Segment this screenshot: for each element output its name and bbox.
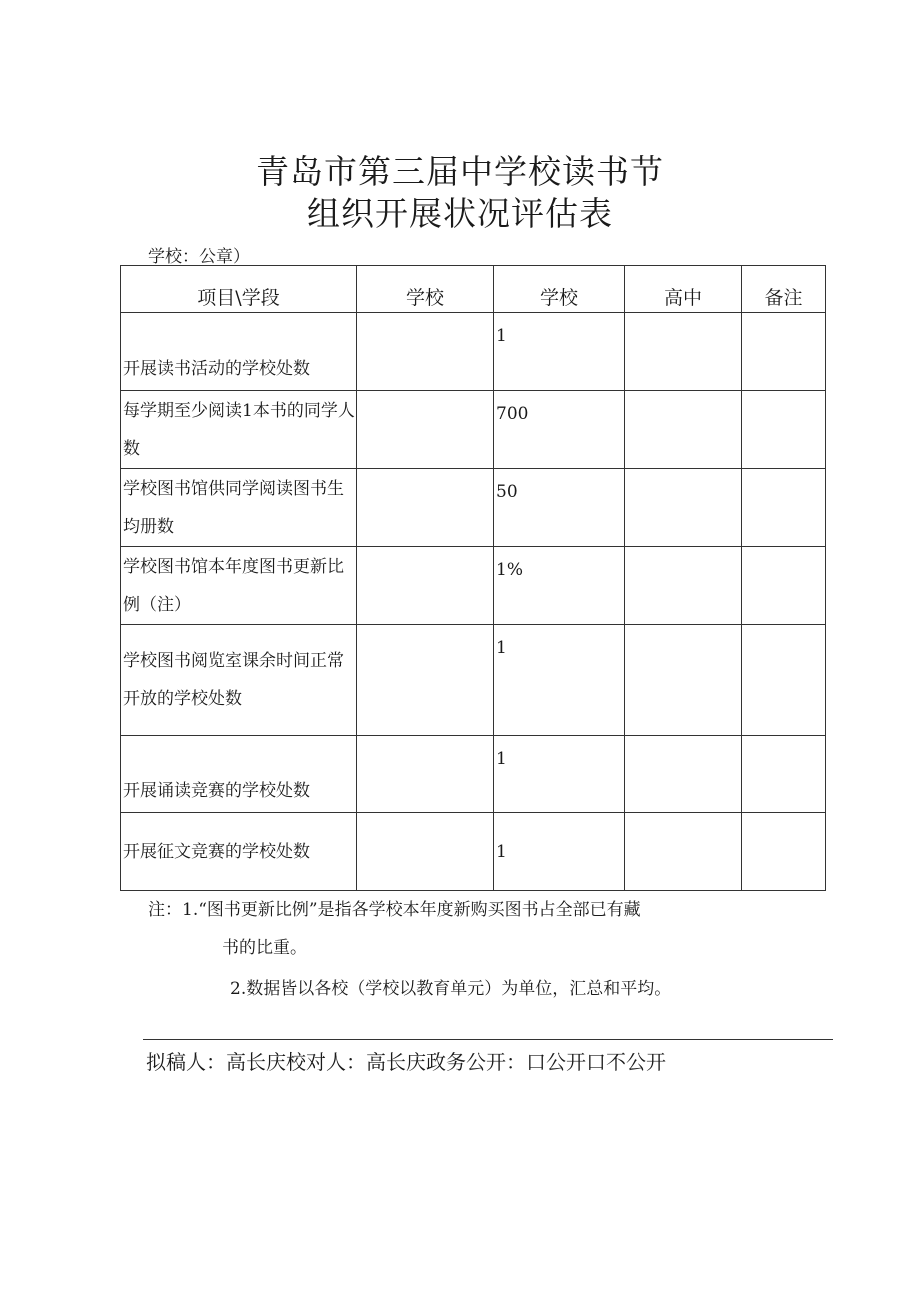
cell (742, 313, 826, 391)
cell (357, 736, 494, 813)
cell (357, 625, 494, 736)
school-label: 学校：公章） (148, 247, 250, 267)
cell-value: 1% (494, 547, 625, 625)
cell-value: 1 (494, 625, 625, 736)
cell (625, 391, 742, 469)
table-row (121, 313, 826, 391)
evaluation-table (120, 265, 826, 891)
header-item: 项目\学段 (121, 266, 357, 313)
footer-divider (143, 1039, 833, 1040)
table-row (121, 625, 826, 736)
row-item: 每学期至少阅读1本书的同学人数 (121, 391, 357, 469)
page-title-line-1: 青岛市第三届中学校读书节 (256, 152, 664, 191)
row-item: 学校图书馆本年度图书更新比例（注） (121, 547, 357, 625)
table-row (121, 547, 826, 625)
cell (742, 625, 826, 736)
table-header-row (121, 266, 826, 313)
cell (742, 391, 826, 469)
cell (357, 313, 494, 391)
row-item: 学校图书馆供同学阅读图书生均册数 (121, 469, 357, 547)
row-item: 开展读书活动的学校处数 (121, 313, 357, 391)
cell (357, 813, 494, 891)
header-school-2: 学校 (494, 266, 625, 313)
cell (357, 547, 494, 625)
header-school-1: 学校 (357, 266, 494, 313)
page-title-line-2: 组织开展状况评估表 (307, 194, 613, 233)
cell (625, 625, 742, 736)
cell-value: 1 (494, 813, 625, 891)
row-item: 开展征文竞赛的学校处数 (121, 813, 357, 891)
cell-value: 50 (494, 469, 625, 547)
cell-value: 1 (494, 736, 625, 813)
note-1-line-2: 书的比重。 (222, 938, 307, 958)
note-1-line-1: 注：1.“图书更新比例”是指各学校本年度新购买图书占全部已有藏 (148, 900, 641, 920)
note-2: 2.数据皆以各校（学校以教育单元）为单位，汇总和平均。 (230, 979, 672, 999)
row-item: 学校图书阅览室课余时间正常开放的学校处数 (121, 625, 357, 736)
cell (742, 469, 826, 547)
cell (625, 547, 742, 625)
row-item: 开展诵读竞赛的学校处数 (121, 736, 357, 813)
header-remarks: 备注 (742, 266, 826, 313)
table-row (121, 469, 826, 547)
table-row (121, 391, 826, 469)
cell (625, 736, 742, 813)
table-row (121, 736, 826, 813)
cell-value: 1 (494, 313, 625, 391)
cell (742, 736, 826, 813)
cell (742, 547, 826, 625)
cell (625, 813, 742, 891)
cell-value: 700 (494, 391, 625, 469)
cell (357, 391, 494, 469)
cell (742, 813, 826, 891)
footer-signature-line: 拟稿人：高长庆校对人：高长庆政务公开：口公开口不公开 (146, 1050, 666, 1074)
cell (625, 469, 742, 547)
table-row (121, 813, 826, 891)
header-high-school: 高中 (625, 266, 742, 313)
cell (357, 469, 494, 547)
cell (625, 313, 742, 391)
